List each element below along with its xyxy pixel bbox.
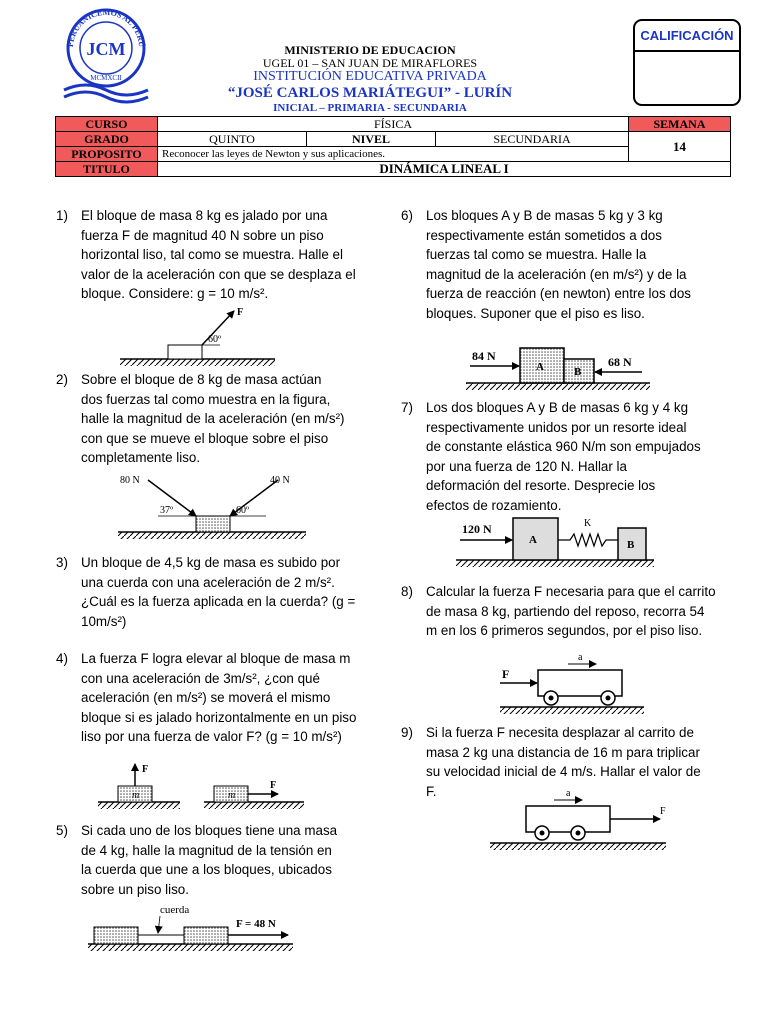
right-angle-label: 60º <box>236 505 250 516</box>
nivel-label: NIVEL <box>307 132 436 147</box>
question-2 <box>56 370 346 468</box>
school-logo <box>56 6 156 106</box>
logo-text-top: PERUANICEMOS AL PERÚ <box>65 7 147 48</box>
grade-box <box>633 19 741 106</box>
grade-box-label: CALIFICACIÓN <box>635 21 739 52</box>
question-7 <box>401 398 701 516</box>
question-6 <box>401 206 701 324</box>
force-label: F <box>237 307 244 318</box>
force-label: 120 N <box>462 522 492 536</box>
school-name: “JOSÉ CARLOS MARIÁTEGUI” - LURÍN <box>227 85 513 101</box>
curso-label: CURSO <box>56 117 158 132</box>
question-number: 5) <box>56 823 68 838</box>
accel-label: a <box>578 652 583 663</box>
question-8 <box>401 582 717 641</box>
logo-monogram: JCM <box>86 39 126 59</box>
institution-line: INSTITUCIÓN EDUCATIVA PRIVADA <box>253 69 487 84</box>
question-text: Los bloques A y B de masas 5 kg y 3 kg respectivamente están sometidos a dos fuerzas tal como se muestra. Halle la magnitud de la aceleración (en m/s²) y de la fuerza de reacción (en newton) entre los dos bloques. Suponer que el piso es liso. <box>426 208 691 321</box>
left-force-label: 80 N <box>120 475 140 486</box>
right-force-label: 40 N <box>270 475 290 486</box>
mass-left-label: m <box>132 790 140 801</box>
info-table <box>55 116 731 177</box>
question-number: 3) <box>56 555 68 570</box>
titulo-label: TITULO <box>56 162 158 177</box>
rope-label: cuerda <box>160 904 190 916</box>
figure-6 <box>466 342 652 392</box>
left-angle-label: 37º <box>160 505 174 516</box>
semana-label: SEMANA <box>629 117 731 132</box>
figure-8 <box>496 650 646 718</box>
question-number: 2) <box>56 372 68 387</box>
semana-value: 14 <box>629 132 731 162</box>
titulo-value: DINÁMICA LINEAL I <box>158 162 731 177</box>
force-label: F <box>660 806 666 817</box>
question-number: 9) <box>401 725 413 740</box>
logo-text-bottom: MCMXCII <box>90 74 122 82</box>
figure-5 <box>88 900 298 956</box>
left-force-label: 84 N <box>472 349 496 363</box>
grade-box-value[interactable] <box>635 52 739 104</box>
figure-9 <box>490 788 670 856</box>
block-a-label: A <box>536 361 544 373</box>
question-text: La fuerza F logra elevar al bloque de masa m con una aceleración de 3m/s², ¿con qué aceleración (en m/s²) se moverá el mismo bloque si es jalado horizontalmente en un piso liso por una fuerza de valor F? (g = 10 m/s²) <box>81 651 357 745</box>
block-b-label: B <box>627 539 635 551</box>
curso-value: FÍSICA <box>158 117 629 132</box>
question-text: Si cada uno de los bloques tiene una masa de 4 kg, halle la magnitud de la tensión en la cuerda que une a los bloques, ubicados sobre un piso liso. <box>81 823 338 897</box>
question-1 <box>56 206 362 304</box>
levels-line: INICIAL – PRIMARIA - SECUNDARIA <box>273 102 467 114</box>
question-text: El bloque de masa 8 kg es jalado por una fuerza F de magnitud 40 N sobre un piso horizontal liso, tal como se muestra. Halle el valor de la aceleración con que se desplaza el bloque. Considere: g = 10 m/s². <box>81 208 356 302</box>
question-text: Calcular la fuerza F necesaria para que el carrito de masa 8 kg, partiendo del reposo, recorra 54 m en los 6 primeros segundos, por el piso liso. <box>426 584 716 639</box>
page-header <box>0 0 768 115</box>
question-text: Si la fuerza F necesita desplazar al carrito de masa 2 kg una distancia de 16 m para triplicar su velocidad inicial de 4 m/s. Hallar el valor de F. <box>426 725 701 799</box>
question-text: Sobre el bloque de 8 kg de masa actúan dos fuerzas tal como muestra en la figura, halle la magnitud de la aceleración (en m/s²) con que se mueve el bloque sobre el piso completamente liso. <box>81 372 345 466</box>
figure-1 <box>120 305 280 367</box>
proposito-value: Reconocer las leyes de Newton y sus aplicaciones. <box>158 147 629 162</box>
grado-label: GRADO <box>56 132 158 147</box>
mass-right-label: m <box>228 790 236 801</box>
nivel-value: SECUNDARIA <box>436 132 629 147</box>
accel-label: a <box>566 788 571 799</box>
question-number: 8) <box>401 584 413 599</box>
proposito-label: PROPOSITO <box>56 147 158 162</box>
question-number: 4) <box>56 651 68 666</box>
ugel-line: UGEL 01 – SAN JUAN DE MIRAFLORES <box>262 56 478 70</box>
question-4 <box>56 649 362 747</box>
figure-7 <box>456 512 656 572</box>
figure-4 <box>96 760 310 812</box>
question-number: 7) <box>401 400 413 415</box>
grado-value: QUINTO <box>158 132 307 147</box>
force-label: F = 48 N <box>236 918 276 930</box>
figure-2 <box>118 470 308 540</box>
question-number: 6) <box>401 208 413 223</box>
block-a-label: A <box>529 534 537 546</box>
right-force-label: 68 N <box>608 355 632 369</box>
spring-label: K <box>584 518 592 529</box>
question-5 <box>56 821 346 899</box>
force-up-label: F <box>142 764 149 775</box>
force-label: F <box>502 667 510 681</box>
question-number: 1) <box>56 208 68 223</box>
angle-label: 60º <box>208 334 222 345</box>
question-3 <box>56 553 362 631</box>
question-text: Los dos bloques A y B de masas 6 kg y 4 kg respectivamente unidos por un resorte ideal de constante elástica 960 N/m son empujados por una fuerza de 120 N. Hallar la deformación del resorte. Desprecie los efectos de rozamiento. <box>426 400 701 513</box>
question-text: Un bloque de 4,5 kg de masa es subido por una cuerda con una aceleración de 2 m/s². ¿Cuál es la fuerza aplicada en la cuerda? (g = 10m/s²) <box>81 555 356 629</box>
ministry-line: MINISTERIO DE EDUCACION <box>284 43 456 57</box>
block-b-label: B <box>574 366 582 378</box>
force-right-label: F <box>270 780 277 791</box>
